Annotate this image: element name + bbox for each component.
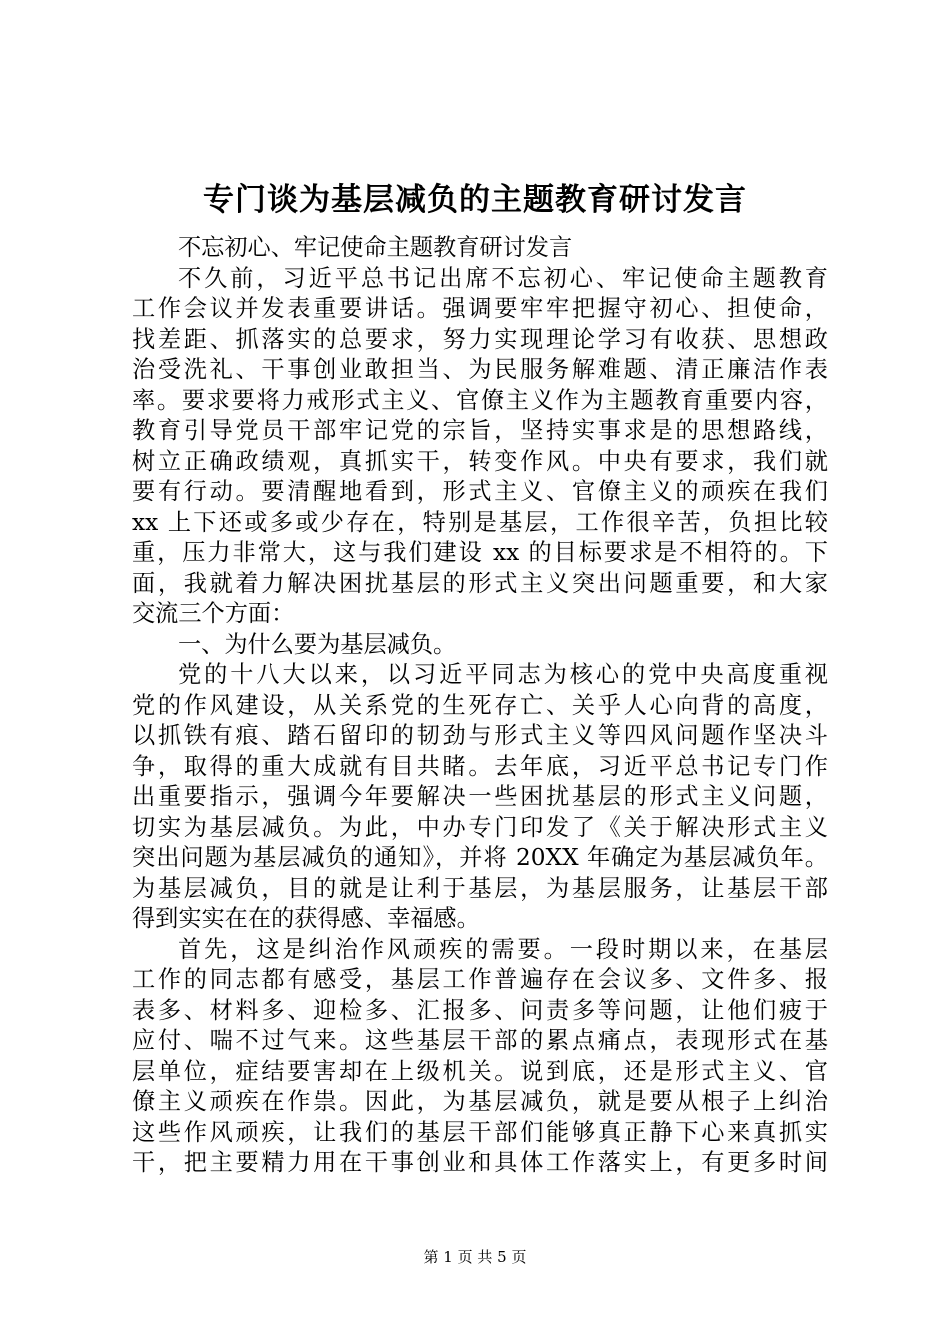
document-title: 专门谈为基层减负的主题教育研讨发言: [203, 182, 747, 218]
text-line: 工作的同志都有感受，基层工作普遍存在会议多、文件多、报: [132, 966, 828, 993]
text-line: 率。要求要将力戒形式主义、官僚主义作为主题教育重要内容，: [132, 386, 828, 414]
text-line: 这些作风顽疾，让我们的基层干部们能够真正静下心来真抓实: [132, 1118, 828, 1146]
text-line: 重，压力非常大，这与我们建设 xx 的目标要求是不相符的。下: [132, 539, 828, 566]
text-line: xx 上下还或多或少存在，特别是基层，工作很辛苦，负担比较: [132, 508, 828, 536]
document-body: [132, 233, 828, 1179]
text-line: 交流三个方面：: [132, 600, 295, 627]
text-line: 党的十八大以来，以习近平同志为核心的党中央高度重视: [178, 661, 828, 688]
text-line: 突出问题为基层减负的通知》，并将 20XX 年确定为基层减负年。: [132, 844, 828, 871]
text-line: 要有行动。要清醒地看到，形式主义、官僚主义的顽疾在我们: [132, 478, 828, 505]
text-line: 以抓铁有痕、踏石留印的韧劲与形式主义等四风问题作坚决斗: [132, 722, 828, 749]
text-line: 树立正确政绩观，真抓实干，转变作风。中央有要求，我们就: [132, 447, 828, 475]
text-line: 首先，这是纠治作风顽疾的需要。一段时期以来，在基层: [178, 935, 828, 963]
text-line: 僚主义顽疾在作祟。因此，为基层减负，就是要从根子上纠治: [132, 1088, 828, 1115]
text-line: 应付、喘不过气来。这些基层干部的累点痛点，表现形式在基: [132, 1027, 828, 1054]
text-line: 一、为什么要为基层减负。: [178, 630, 457, 658]
text-line: 治受洗礼、干事创业敢担当、为民服务解难题、清正廉洁作表: [132, 356, 828, 383]
text-line: 不久前，习近平总书记出席不忘初心、牢记使命主题教育: [178, 264, 828, 292]
text-line: 找差距、抓落实的总要求，努力实现理论学习有收获、思想政: [132, 325, 828, 353]
text-line: 切实为基层减负。为此，中办专门印发了《关于解决形式主义: [132, 813, 828, 841]
text-line: 表多、材料多、迎检多、汇报多、问责多等问题，让他们疲于: [132, 996, 828, 1024]
text-line: 得到实实在在的获得感、幸福感。: [132, 905, 480, 932]
text-line: 不忘初心、牢记使命主题教育研讨发言: [178, 234, 573, 261]
text-line: 教育引导党员干部牢记党的宗旨，坚持实事求是的思想路线，: [132, 417, 828, 444]
text-line: 面，我就着力解决困扰基层的形式主义突出问题重要，和大家: [132, 569, 828, 597]
text-line: 干，把主要精力用在干事创业和具体工作落实上，有更多时间: [132, 1149, 828, 1176]
text-line: 为基层减负，目的就是让利于基层，为基层服务，让基层干部: [132, 874, 828, 902]
page-indicator: 第 1 页 共 5 页: [423, 1248, 527, 1266]
text-line: 层单位，症结要害却在上级机关。说到底，还是形式主义、官: [132, 1057, 828, 1085]
text-line: 党的作风建设，从关系党的生死存亡、关乎人心向背的高度，: [132, 691, 828, 719]
text-line: 争，取得的重大成就有目共睹。去年底，习近平总书记专门作: [132, 752, 828, 780]
text-line: 工作会议并发表重要讲话。强调要牢牢把握守初心、担使命，: [132, 295, 828, 322]
text-line: 出重要指示，强调今年要解决一些困扰基层的形式主义问题，: [132, 783, 828, 810]
